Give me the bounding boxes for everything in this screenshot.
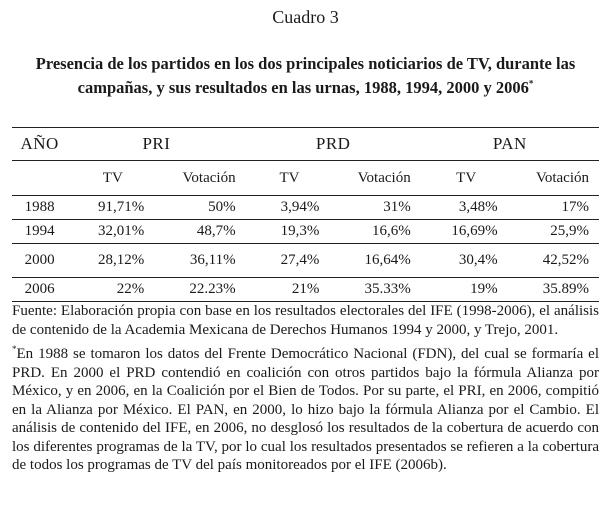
cell-year: 2006 [12,278,67,302]
cell-pri-tv: 91,71% [97,199,145,215]
cell-pan-tv: 3,48% [458,199,498,215]
cell-pan-votacion: 35.89% [502,278,599,302]
cell-prd-tv: 21% [246,278,324,302]
sub-header-blank [12,161,67,196]
title-footnote-mark: * [528,78,534,89]
sub-header-pri-votacion: Votación [182,169,236,186]
cell-pri-votacion: 48,7% [148,220,245,244]
table-caption: Cuadro 3 [272,7,339,27]
table-title [12,52,599,100]
cell-prd-tv: 3,94% [280,199,320,215]
cell-prd-votacion: 16,64% [323,244,420,278]
cell-pri-tv: 32,01% [67,220,148,244]
table-row [12,244,599,278]
cell-pan-tv: 19% [421,278,502,302]
cell-prd-tv: 27,4% [246,244,324,278]
sub-header-prd-votacion: Votación [357,169,411,186]
cell-pan-tv: 16,69% [421,220,502,244]
cell-pan-votacion: 25,9% [502,220,599,244]
cell-pan-votacion: 42,52% [502,244,599,278]
table-row [12,196,599,220]
sub-header-pan-tv: TV [456,169,477,186]
cell-prd-votacion: 16,6% [323,220,420,244]
source-note: Fuente: Elaboración propia con base en los resultados electorales del IFE (1998-2006), el análisis de contenido de la Academia Mexicana de Derechos Humanos 1994 y 2000, y Trejo, 2001. [12,303,599,338]
sub-header-row [12,161,599,196]
table-row [12,220,599,244]
sub-header-pri-tv: TV [102,169,123,186]
cell-prd-votacion: 31% [383,199,411,215]
cell-prd-tv: 19,3% [246,220,324,244]
cell-year: 2000 [12,244,67,278]
cell-pan-tv: 30,4% [421,244,502,278]
cell-pri-votacion: 22.23% [148,278,245,302]
table-row [12,278,599,302]
cell-pri-tv: 28,12% [67,244,148,278]
party-header-pan: PAN [492,134,527,153]
party-header-pri: PRI [142,134,171,153]
party-header-prd: PRD [315,134,351,153]
table-notes [12,302,599,475]
cell-year: 1988 [24,199,55,215]
cell-pri-votacion: 50% [208,199,236,215]
footnote-text: En 1988 se tomaron los datos del Frente Democrático Nacional (FDN), del cual se formaría el PRD. En 2000 el PRD contendió en coalición con otros partidos bajo la fórmula Alianza por México, y en 2006, en la Coalición por el Bien de Todos. Por su parte, el PRI, en 2006, compitió en la Alianza por México. El PAN, en 2000, lo hizo bajo la fórmula Alianza por el Cambio. El análisis de contenido del IFE, en 2006, no desglosó los resultados de la cobertura de acuerdo con los diferentes programas de la TV, por lo cual los resultados presentados se refieren a la cobertura de todos los programas de TV del país monitoreados por el IFE (2006b). [12,346,599,473]
footnote-mark: * [12,344,17,354]
results-table [12,127,599,302]
cell-pri-votacion: 36,11% [148,244,245,278]
party-header-row [12,128,599,161]
sub-header-prd-tv: TV [279,169,300,186]
year-header: AÑO [20,134,59,153]
cell-pri-tv: 22% [67,278,148,302]
sub-header-pan-votacion: Votación [535,169,589,186]
table-title-text: Presencia de los partidos en los dos principales noticiarios de TV, durante las campañas, y sus resultados en las urnas, 1988, 1994, 2000 y 2006 [35,54,576,97]
footnote [12,345,599,475]
cell-prd-votacion: 35.33% [323,278,420,302]
cell-year: 1994 [12,220,67,244]
cell-pan-votacion: 17% [561,199,589,215]
